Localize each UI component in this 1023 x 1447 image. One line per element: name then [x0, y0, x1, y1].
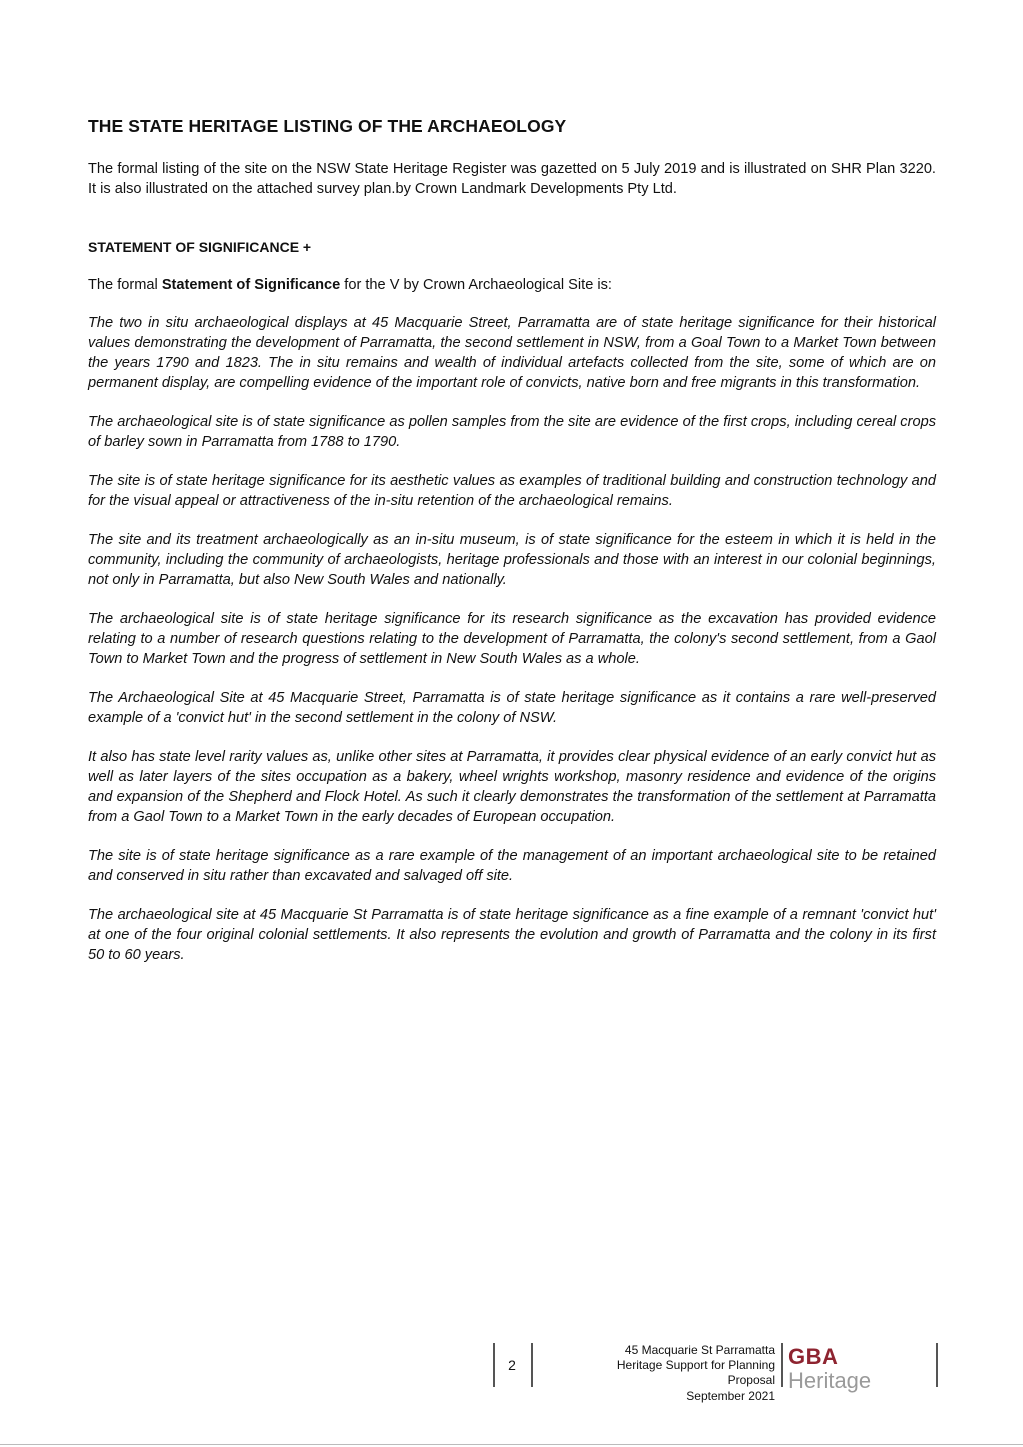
significance-paragraph-7: It also has state level rarity values as, unlike other sites at Parramatta, it provides clear physical evidence of an early convict hut as well as later layers of the sites occupation as a bakery, wheel wrights workshop, masonry residence and evidence of the origins and expansion of the Shepherd and Flock Hotel. As such it clearly demonstrates the transformation of the settlement at Parramatta from a Gaol Town to a Market Town in the early decades of European occupation.	[88, 749, 936, 825]
significance-paragraph-8: The site is of state heritage significance as a rare example of the management of an important archaeological site to be retained and conserved in situ rather than excavated and salvaged off site.	[88, 848, 936, 884]
section-subheading: STATEMENT OF SIGNIFICANCE +	[88, 239, 312, 255]
footer-document-info	[617, 1343, 775, 1404]
page-number: 2	[508, 1357, 516, 1373]
footer-divider	[936, 1343, 938, 1387]
significance-paragraph-2: The archaeological site is of state significance as pollen samples from the site are evidence of the first crops, including cereal crops of barley sown in Parramatta from 1788 to 1790.	[88, 414, 936, 450]
page-footer	[0, 1343, 1023, 1413]
footer-line-4: September 2021	[686, 1388, 775, 1403]
lead-paragraph	[88, 275, 936, 295]
significance-paragraph-1: The two in situ archaeological displays at 45 Macquarie Street, Parramatta are of state heritage significance for their historical values demonstrating the development of Parramatta, the second settlement in NSW, from a Goal Town to a Market Town between the years 1790 and 1823. The in situ remains and wealth of individual artefacts collected from the site, some of which are on permanent display, are compelling evidence of the important role of convicts, native born and free migrants in this transformation.	[88, 315, 936, 391]
logo-heritage-text: Heritage	[788, 1368, 872, 1393]
gba-heritage-logo	[788, 1345, 871, 1393]
page-bottom-border	[0, 1444, 1023, 1445]
significance-paragraph-3: The site is of state heritage significance for its aesthetic values as examples of traditional building and construction technology and for the visual appeal or attractiveness of the in-situ retention of the archaeological remains.	[88, 473, 936, 509]
significance-paragraph-9: The archaeological site at 45 Macquarie St Parramatta is of state heritage significance as a fine example of a remnant 'convict hut' at one of the four original colonial settlements. It also represents the evolution and growth of Parramatta and the colony in its first 50 to 60 years.	[88, 907, 936, 963]
footer-line-3: Proposal	[727, 1373, 775, 1388]
intro-paragraph: The formal listing of the site on the NSW State Heritage Register was gazetted on 5 July 2019 and is illustrated on SHR Plan 3220. It is also illustrated on the attached survey plan.by Crown Landmark Developments Pty Ltd.	[88, 161, 936, 197]
lead-text-after: for the V by Crown Archaeological Site is:	[340, 277, 612, 293]
footer-divider	[781, 1343, 783, 1387]
significance-paragraph-5: The archaeological site is of state heritage significance for its research significance as the excavation has provided evidence relating to a number of research questions relating to the development of Parramatta, the colony's second settlement, from a Gaol Town to Market Town and the progress of settlement in New South Wales as a whole.	[88, 611, 936, 667]
lead-text-bold: Statement of Significance	[161, 277, 341, 293]
lead-text-before: The formal	[88, 277, 162, 293]
page-content	[88, 116, 936, 984]
footer-line-1: 45 Macquarie St Parramatta	[624, 1343, 775, 1357]
logo-gba-text: GBA	[788, 1344, 839, 1369]
footer-divider	[531, 1343, 533, 1387]
footer-line-2: Heritage Support for Planning	[616, 1358, 775, 1373]
page-heading: THE STATE HERITAGE LISTING OF THE ARCHAEOLOGY	[88, 116, 567, 136]
footer-divider	[493, 1343, 495, 1387]
significance-paragraph-6: The Archaeological Site at 45 Macquarie Street, Parramatta is of state heritage significance as it contains a rare well-preserved example of a 'convict hut' in the second settlement in the colony of NSW.	[88, 690, 936, 726]
significance-paragraph-4: The site and its treatment archaeologically as an in-situ museum, is of state significance for the esteem in which it is held in the community, including the community of archaeologists, heritage professionals and those with an interest in our colonial beginnings, not only in Parramatta, but also New South Wales and nationally.	[88, 532, 936, 588]
